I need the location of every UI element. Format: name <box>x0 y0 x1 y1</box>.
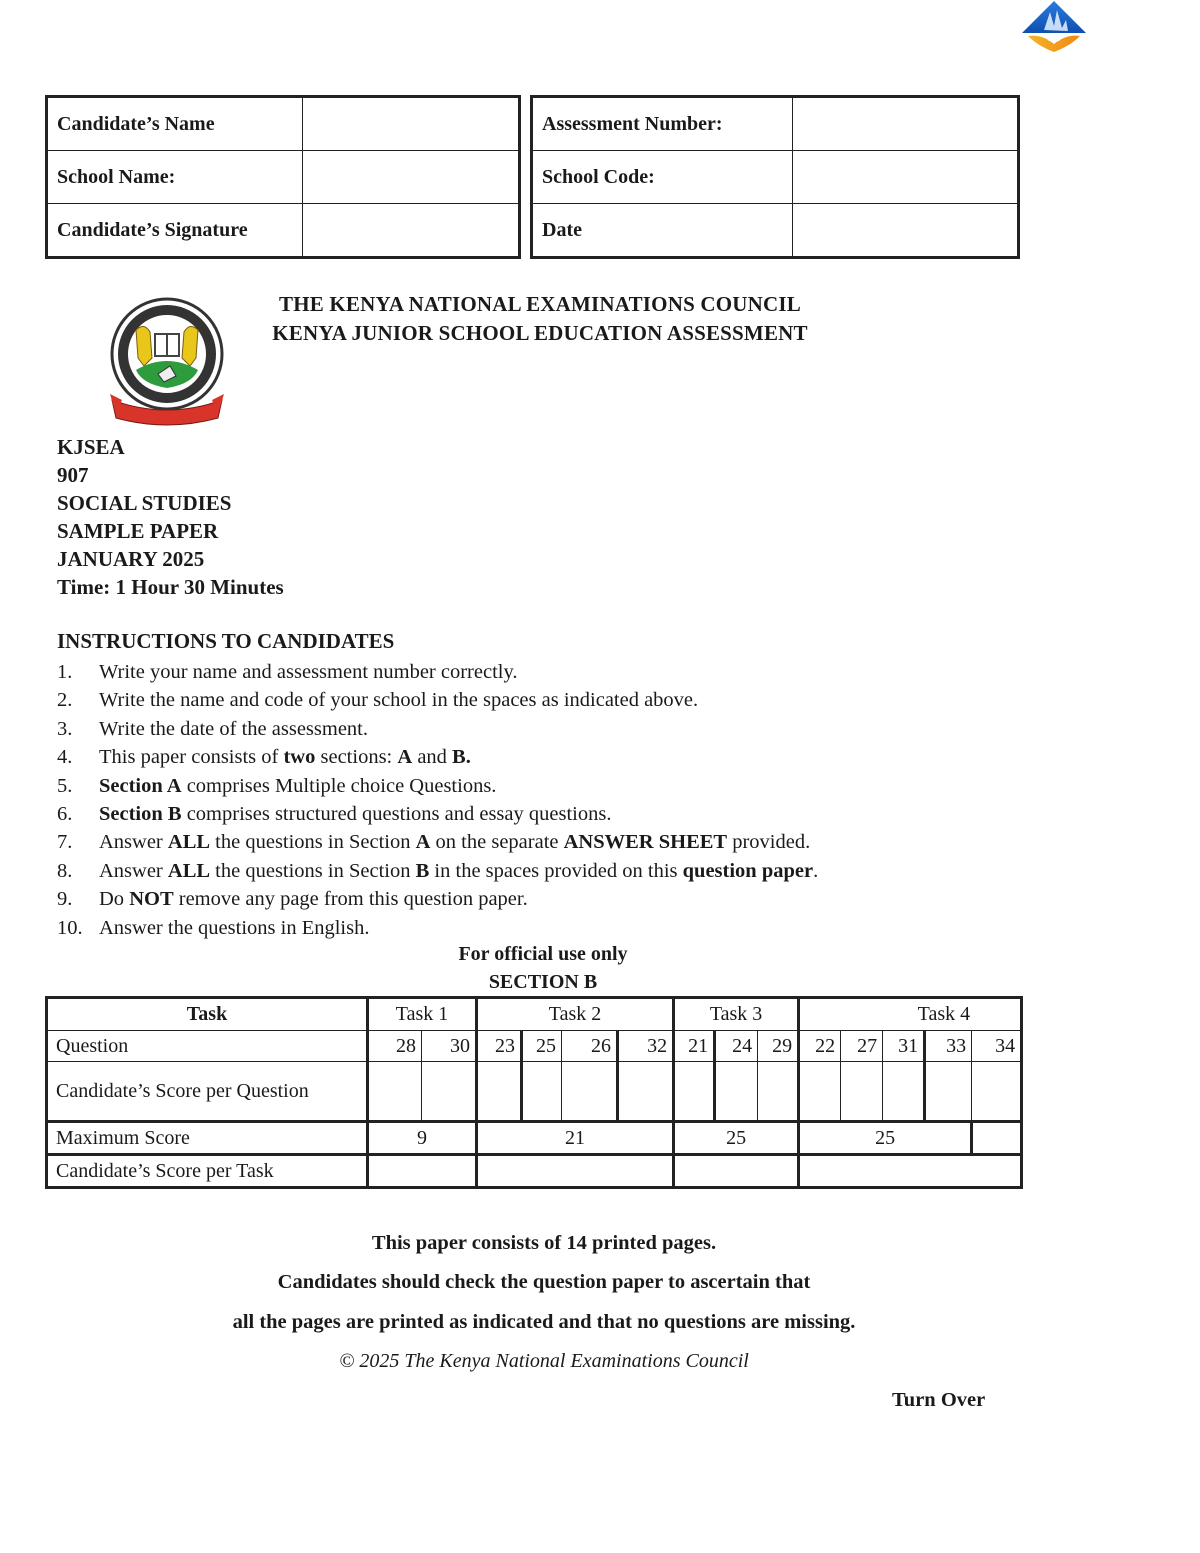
max-score-blank <box>972 1122 1022 1155</box>
score-cell-q33[interactable] <box>925 1062 972 1122</box>
instruction-item <box>57 914 818 942</box>
instruction-text <box>99 658 518 686</box>
council-name: THE KENYA NATIONAL EXAMINATIONS COUNCIL <box>278 292 801 316</box>
score-cell-q32[interactable] <box>618 1062 674 1122</box>
instruction-fragment: on the separate <box>430 831 564 854</box>
instruction-text <box>99 828 810 856</box>
question-number: 26 <box>562 1031 618 1062</box>
assessment-number-field[interactable] <box>793 97 1019 151</box>
score-cell-q22[interactable] <box>799 1062 841 1122</box>
section-b-score-table <box>45 996 1023 1189</box>
score-cell-q26[interactable] <box>562 1062 618 1122</box>
question-row <box>47 1031 1022 1062</box>
instruction-item <box>57 658 818 686</box>
instruction-number: 3. <box>57 717 73 740</box>
paper-details <box>57 433 284 601</box>
instruction-fragment: Answer <box>99 831 168 854</box>
question-number: 34 <box>972 1031 1022 1062</box>
task-1-header: Task 1 <box>368 998 477 1031</box>
instruction-fragment: Write the date of the assessment. <box>99 717 369 740</box>
official-use-label: For official use only <box>458 943 628 965</box>
max-score-task-1: 9 <box>368 1122 477 1155</box>
official-use-heading <box>340 940 746 996</box>
instruction-emphasis: B. <box>452 746 471 769</box>
instruction-fragment: in the spaces provided on this <box>429 859 683 882</box>
candidate-signature-label: Candidate’s Signature <box>47 204 303 258</box>
instruction-number: 6. <box>57 803 73 826</box>
instruction-fragment: Answer <box>99 859 168 882</box>
score-cell-q31[interactable] <box>883 1062 925 1122</box>
instruction-item <box>57 715 818 743</box>
score-per-question-label: Candidate’s Score per Question <box>47 1062 368 1122</box>
instruction-emphasis: Section B <box>99 803 182 826</box>
score-per-task-label: Candidate’s Score per Task <box>47 1155 368 1188</box>
question-label: Question <box>47 1031 368 1062</box>
instruction-number: 10. <box>57 916 83 939</box>
instruction-item <box>57 885 818 913</box>
instruction-number: 4. <box>57 746 73 769</box>
score-per-task-row <box>47 1155 1022 1188</box>
candidate-info-table-left <box>45 95 521 259</box>
question-number: 27 <box>841 1031 883 1062</box>
instruction-number: 9. <box>57 888 73 911</box>
instruction-fragment: This paper consists of <box>99 746 284 769</box>
instruction-fragment: Write the name and code of your school in the spaces as indicated above. <box>99 689 699 712</box>
question-number: 28 <box>368 1031 422 1062</box>
instruction-emphasis: two <box>283 746 316 769</box>
knec-pyramid-logo-icon <box>1020 0 1088 56</box>
score-cell-q23[interactable] <box>477 1062 522 1122</box>
instruction-emphasis: A <box>415 831 431 854</box>
instruction-number: 5. <box>57 774 73 797</box>
score-cell-q30[interactable] <box>422 1062 477 1122</box>
instruction-fragment: provided. <box>727 831 811 854</box>
turn-over-label: Turn Over <box>892 1389 986 1411</box>
score-cell-q24[interactable] <box>715 1062 758 1122</box>
instruction-fragment: remove any page from this question paper. <box>173 888 528 911</box>
section-b-label: SECTION B <box>488 971 598 993</box>
check-note-line-2: all the pages are printed as indicated and that no questions are missing. <box>232 1311 856 1333</box>
task-row <box>47 998 1022 1031</box>
school-code-label: School Code: <box>532 151 793 204</box>
instruction-emphasis: ALL <box>167 831 211 854</box>
score-cell-q21[interactable] <box>674 1062 715 1122</box>
instruction-emphasis: ANSWER SHEET <box>563 831 728 854</box>
school-name-field[interactable] <box>303 151 520 204</box>
instruction-text <box>99 800 611 828</box>
instruction-item <box>57 857 818 885</box>
task-2-score-cell[interactable] <box>477 1155 674 1188</box>
score-cell-q25[interactable] <box>522 1062 562 1122</box>
task-3-score-cell[interactable] <box>674 1155 799 1188</box>
task-1-score-cell[interactable] <box>368 1155 477 1188</box>
question-number: 30 <box>422 1031 477 1062</box>
school-code-field[interactable] <box>793 151 1019 204</box>
max-score-row <box>47 1122 1022 1155</box>
instruction-fragment: . <box>813 859 819 882</box>
question-number: 33 <box>925 1031 972 1062</box>
question-number: 22 <box>799 1031 841 1062</box>
task-4-header: Task 4 <box>799 998 1022 1031</box>
score-per-question-row <box>47 1062 1022 1122</box>
task-3-header: Task 3 <box>674 998 799 1031</box>
date-field[interactable] <box>793 204 1019 258</box>
instruction-number: 7. <box>57 831 73 854</box>
candidate-name-label: Candidate’s Name <box>47 97 303 151</box>
instruction-emphasis: question paper <box>682 859 814 882</box>
paper-code: 907 <box>57 463 89 487</box>
instruction-number: 8. <box>57 859 73 882</box>
task-4-score-cell[interactable] <box>799 1155 1022 1188</box>
instruction-emphasis: Section A <box>99 774 182 797</box>
question-number: 29 <box>758 1031 799 1062</box>
question-number: 24 <box>715 1031 758 1062</box>
max-score-task-2: 21 <box>477 1122 674 1155</box>
instruction-fragment: the questions in Section <box>210 831 416 854</box>
instruction-text <box>99 686 698 714</box>
instruction-fragment: Write your name and assessment number correctly. <box>99 661 518 683</box>
instruction-item <box>57 743 818 771</box>
instruction-emphasis: NOT <box>129 888 174 911</box>
instruction-number: 1. <box>57 661 73 683</box>
instruction-item <box>57 828 818 856</box>
max-score-label: Maximum Score <box>47 1122 368 1155</box>
page-count-note: This paper consists of 14 printed pages. <box>371 1232 717 1254</box>
max-score-task-4: 25 <box>799 1122 972 1155</box>
score-cell-q27[interactable] <box>841 1062 883 1122</box>
instruction-fragment: Answer the questions in English. <box>99 916 370 939</box>
instruction-text <box>99 914 369 942</box>
question-number: 25 <box>522 1031 562 1062</box>
score-cell-q28[interactable] <box>368 1062 422 1122</box>
candidate-name-field[interactable] <box>303 97 520 151</box>
instruction-item <box>57 686 818 714</box>
instructions-list <box>57 658 818 942</box>
date-label: Date <box>532 204 793 258</box>
max-score-task-3: 25 <box>674 1122 799 1155</box>
question-number: 23 <box>477 1031 522 1062</box>
instruction-text <box>99 772 496 800</box>
copyright: © 2025 The Kenya National Examinations Council <box>339 1350 749 1372</box>
knec-seal-icon <box>106 296 228 430</box>
score-cell-q29[interactable] <box>758 1062 799 1122</box>
instruction-fragment: comprises structured questions and essay questions. <box>181 803 612 826</box>
instruction-emphasis: ALL <box>167 859 211 882</box>
paper-date: JANUARY 2025 <box>57 547 205 571</box>
instruction-text <box>99 715 368 743</box>
instruction-fragment: and <box>412 746 453 769</box>
instruction-text <box>99 857 818 885</box>
task-2-header: Task 2 <box>477 998 674 1031</box>
instruction-fragment: Do <box>99 888 130 911</box>
paper-type: SAMPLE PAPER <box>57 519 219 543</box>
instruction-number: 2. <box>57 689 73 712</box>
instruction-item <box>57 800 818 828</box>
candidate-info-table-right <box>530 95 1020 259</box>
instruction-emphasis: A <box>397 746 413 769</box>
instruction-fragment: comprises Multiple choice Questions. <box>181 774 497 797</box>
question-number: 32 <box>618 1031 674 1062</box>
paper-subject: SOCIAL STUDIES <box>57 491 232 515</box>
paper-time: Time: 1 Hour 30 Minutes <box>57 575 284 599</box>
check-note-line-1: Candidates should check the question paper to ascertain that <box>277 1271 811 1293</box>
instruction-text <box>99 885 528 913</box>
candidate-signature-field[interactable] <box>303 204 520 258</box>
instructions-title: INSTRUCTIONS TO CANDIDATES <box>57 629 395 653</box>
instruction-text <box>99 743 471 771</box>
instruction-fragment: the questions in Section <box>210 859 416 882</box>
assessment-name: KENYA JUNIOR SCHOOL EDUCATION ASSESSMENT <box>272 321 808 345</box>
instruction-item <box>57 772 818 800</box>
instruction-emphasis: B <box>415 859 430 882</box>
task-header: Task <box>47 998 368 1031</box>
school-name-label: School Name: <box>47 151 303 204</box>
council-header <box>240 290 840 348</box>
question-number: 31 <box>883 1031 925 1062</box>
question-number: 21 <box>674 1031 715 1062</box>
instruction-fragment: sections: <box>315 746 398 769</box>
paper-code-name: KJSEA <box>57 435 125 459</box>
assessment-number-label: Assessment Number: <box>532 97 793 151</box>
score-cell-q34[interactable] <box>972 1062 1022 1122</box>
